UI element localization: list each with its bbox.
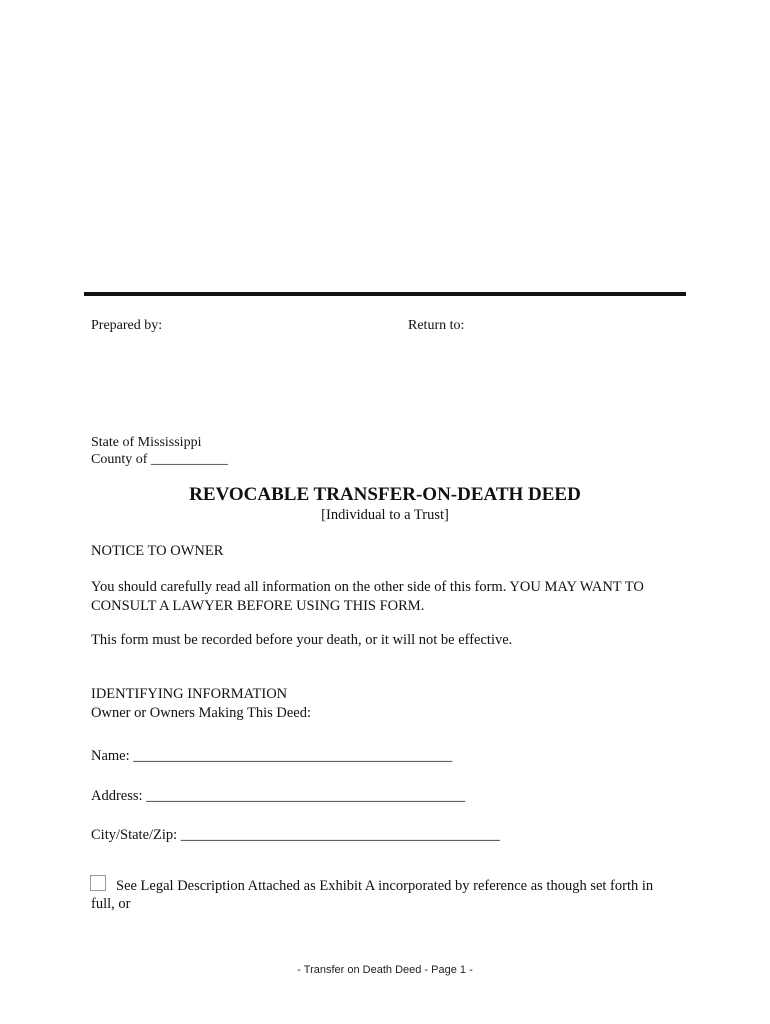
recording-notice: This form must be recorded before your death, or it will not be effective. xyxy=(91,632,513,648)
return-to-label: Return to: xyxy=(408,318,465,333)
header-rule xyxy=(84,292,686,296)
city-state-zip-field[interactable]: City/State/Zip: ____________________________________________ xyxy=(91,827,500,843)
notice-line-2: CONSULT A LAWYER BEFORE USING THIS FORM. xyxy=(91,598,425,614)
owners-subheading: Owner or Owners Making This Deed: xyxy=(91,705,312,721)
identifying-heading: IDENTIFYING INFORMATION xyxy=(91,686,288,702)
state-line: State of Mississippi xyxy=(91,435,202,450)
legal-description-line-2: full, or xyxy=(91,896,131,912)
name-field[interactable]: Name: ____________________________________________ xyxy=(91,748,453,764)
county-line: County of ___________ xyxy=(91,452,228,467)
address-field[interactable]: Address: ____________________________________________ xyxy=(91,788,466,804)
prepared-by-label: Prepared by: xyxy=(91,318,163,333)
legal-description-line-1: See Legal Description Attached as Exhibit A incorporated by reference as though set forth in xyxy=(116,878,654,894)
document-title: REVOCABLE TRANSFER-ON-DEATH DEED xyxy=(189,484,581,505)
document-subtitle: [Individual to a Trust] xyxy=(321,507,449,523)
notice-heading: NOTICE TO OWNER xyxy=(91,543,224,559)
legal-description-checkbox[interactable] xyxy=(90,875,106,891)
notice-line-1: You should carefully read all information on the other side of this form. YOU MAY WANT TO xyxy=(91,579,644,595)
page-footer: - Transfer on Death Deed - Page 1 - xyxy=(297,964,473,976)
